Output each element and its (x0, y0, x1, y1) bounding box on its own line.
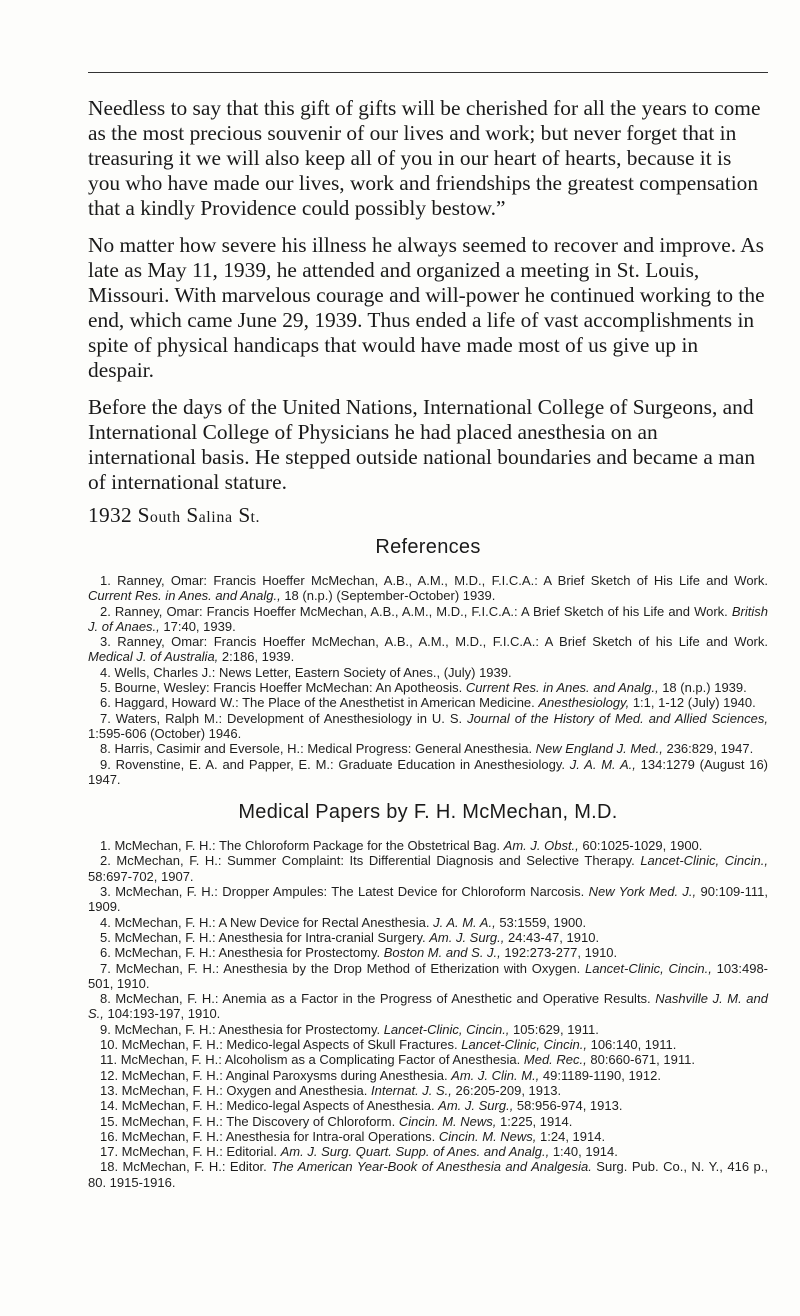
paper-item (88, 991, 768, 1022)
paper-item-text: 3. McMechan, F. H.: Dropper Ampules: The Latest Device for Chloroform Narcosis. (100, 884, 589, 900)
paper-item (88, 1052, 768, 1067)
paper-item (88, 1159, 768, 1190)
paper-item (88, 1114, 768, 1129)
paper-item-citation: 80:660-671, 1911. (586, 1052, 695, 1068)
paper-item-text: 2. McMechan, F. H.: Summer Complaint: Its Differential Diagnosis and Selective Therapy. (100, 853, 641, 869)
reference-item (88, 573, 768, 604)
reference-item-text: 5. Bourne, Wesley: Francis Hoeffer McMechan: An Apotheosis. (100, 680, 466, 696)
paper-item-text: 5. McMechan, F. H.: Anesthesia for Intra-cranial Surgery. (100, 929, 430, 945)
paper-item-citation: 90:109-111, 1909. (88, 884, 768, 915)
body-paragraph: Needless to say that this gift of gifts will be cherished for all the years to come as the most precious souvenir of our lives and work; but never forget that in treasuring it we will also keep all of you in our heart of hearts, because it is you who have made our lives, work and friendships the greatest compensation that a kindly Providence could possibly bestow.” (88, 96, 761, 220)
paper-item (88, 1098, 768, 1113)
paper-item-citation: 103:498-501, 1910. (88, 960, 769, 991)
paper-item-text: 6. McMechan, F. H.: Anesthesia for Prostectomy. (100, 945, 384, 961)
paper-item-citation: 58:697-702, 1907. (88, 868, 194, 884)
paper-item-text: 12. McMechan, F. H.: Anginal Paroxysms during Anesthesia. (100, 1067, 452, 1083)
reference-item (88, 634, 768, 665)
paper-item-text: 4. McMechan, F. H.: A New Device for Rectal Anesthesia. (100, 914, 434, 930)
paper-item-citation: 1:225, 1914. (496, 1113, 573, 1129)
paper-item (88, 930, 768, 945)
paper-item-text: 11. McMechan, F. H.: Alcoholism as a Complicating Factor of Anesthesia. (100, 1052, 524, 1068)
paper-item (88, 1144, 768, 1159)
reference-item-text: 4. Wells, Charles J.: News Letter, Eastern Society of Anes., (July) 1939. (100, 664, 512, 680)
paper-item-citation: 58:956-974, 1913. (513, 1098, 623, 1114)
paper-item-journal: Lancet-Clinic, Cincin., (640, 853, 769, 869)
paper-item-journal: Am. J. Surg., (429, 929, 505, 945)
paper-item-citation: 53:1559, 1900. (495, 914, 587, 930)
reference-item-text: 6. Haggard, Howard W.: The Place of the Anesthetist in American Medicine. (100, 695, 539, 711)
papers-heading: Medical Papers by F. H. McMechan, M.D. (238, 801, 618, 824)
reference-item-journal: Current Res. in Anes. and Analg., (88, 588, 281, 604)
reference-item-journal: Journal of the History of Med. and Allied Sciences, (467, 710, 768, 726)
paper-item-text: 16. McMechan, F. H.: Anesthesia for Intra-oral Operations. (100, 1128, 439, 1144)
reference-item-text: 3. Ranney, Omar: Francis Hoeffer McMechan, A.B., A.M., M.D., F.I.C.A.: A Brief Sketch of his Life and Work. (100, 634, 768, 650)
reference-item (88, 695, 768, 710)
paper-item-citation: 24:43-47, 1910. (504, 929, 600, 945)
paper-item (88, 1083, 768, 1098)
paper-item (88, 1129, 768, 1144)
page-content (88, 96, 768, 1190)
paper-item (88, 1022, 768, 1037)
paper-item-journal: Internat. J. S., (370, 1082, 452, 1098)
reference-item (88, 741, 768, 756)
paper-item-text: 10. McMechan, F. H.: Medico-legal Aspects of Skull Fractures. (100, 1037, 462, 1053)
reference-item-journal: Current Res. in Anes. and Analg., (465, 680, 659, 696)
reference-item-citation: 2:186, 1939. (218, 649, 295, 665)
paper-item-journal: Lancet-Clinic, Cincin., (461, 1037, 587, 1053)
papers-list (88, 838, 768, 1190)
paper-item-journal: Am. J. Surg. Quart. Supp. of Anes. and Analg., (280, 1144, 550, 1160)
paper-item-text: 8. McMechan, F. H.: Anemia as a Factor in the Progress of Anesthetic and Operative Results. (100, 991, 656, 1007)
reference-item-text: 2. Ranney, Omar: Francis Hoeffer McMechan, A.B., A.M., M.D., F.I.C.A.: A Brief Sketch of his Life and Work. (100, 603, 732, 619)
reference-item (88, 711, 768, 742)
reference-item-journal: British J. of Anaes., (88, 603, 768, 634)
paper-item-citation: 1:40, 1914. (549, 1144, 618, 1160)
paper-item-journal: Med. Rec., (523, 1052, 587, 1068)
reference-item (88, 665, 768, 680)
paper-item-citation: 192:273-277, 1910. (500, 945, 618, 961)
reference-item-journal: New England J. Med., (535, 741, 663, 757)
paper-item (88, 853, 768, 884)
reference-item-text: 8. Harris, Casimir and Eversole, H.: Medical Progress: General Anesthesia. (100, 741, 536, 757)
paper-item-text: 17. McMechan, F. H.: Editorial. (100, 1144, 281, 1160)
paper-item-journal: Lancet-Clinic, Cincin., (584, 960, 712, 976)
paper-item-text: 9. McMechan, F. H.: Anesthesia for Prostectomy. (100, 1021, 384, 1037)
reference-item-text: 7. Waters, Ralph M.: Development of Anesthesiology in U. S. (100, 710, 468, 726)
paper-item-journal: Cincin. M. News, (398, 1113, 497, 1129)
paper-item-text: 15. McMechan, F. H.: The Discovery of Chloroform. (100, 1113, 399, 1129)
paper-item-journal: J. A. M. A., (433, 914, 496, 930)
reference-item-citation: 1:595-606 (October) 1946. (88, 725, 242, 741)
paper-item-citation: 104:193-197, 1910. (103, 1006, 221, 1022)
paper-item-text: 14. McMechan, F. H.: Medico-legal Aspects of Anesthesia. (100, 1098, 439, 1114)
reference-item (88, 604, 768, 635)
references-list (88, 573, 768, 787)
paper-item-journal: New York Med. J., (588, 884, 697, 900)
paper-item-journal: Cincin. M. News, (438, 1128, 537, 1144)
paper-item-journal: The American Year-Book of Anesthesia and Analgesia. (271, 1159, 592, 1175)
reference-item-citation: 18 (n.p.) (September-October) 1939. (280, 588, 496, 604)
top-rule (88, 72, 768, 73)
paper-item-journal: Lancet-Clinic, Cincin., (383, 1021, 510, 1037)
reference-item (88, 680, 768, 695)
paper-item-journal: Am. J. Clin. M., (451, 1067, 540, 1083)
paper-item-journal: Nashville J. M. and S., (88, 991, 768, 1022)
paper-item (88, 945, 768, 960)
reference-item-text: 9. Rovenstine, E. A. and Papper, E. M.: Graduate Education in Anesthesiology. (100, 756, 570, 772)
references-heading: References (375, 536, 481, 558)
paper-item-text: 1. McMechan, F. H.: The Chloroform Package for the Obstetrical Bag. (100, 838, 504, 854)
paper-item (88, 961, 768, 992)
paper-item-citation: 106:140, 1911. (586, 1037, 677, 1053)
paper-item-citation: 26:205-209, 1913. (451, 1082, 562, 1098)
reference-item-journal: J. A. M. A., (569, 756, 636, 772)
reference-item (88, 757, 768, 788)
paper-item-journal: Am. J. Surg., (438, 1098, 514, 1114)
reference-item-citation: 134:1279 (August 16) 1947. (88, 756, 769, 787)
paper-item (88, 1037, 768, 1052)
body-paragraph: Before the days of the United Nations, International College of Surgeons, and International College of Physicians he had placed anesthesia on an international basis. He stepped outside national boundaries and became a man of international stature. (88, 395, 756, 494)
address-line: 1932 South Salina St. (88, 503, 261, 527)
reference-item-citation: 17:40, 1939. (159, 618, 236, 634)
paper-item-citation: Surg. Pub. Co., N. Y., 416 p., 80. 1915-1916. (88, 1159, 768, 1190)
paper-item-text: 7. McMechan, F. H.: Anesthesia by the Drop Method of Etherization with Oxygen. (100, 960, 585, 976)
reference-item-citation: 18 (n.p.) 1939. (658, 680, 747, 696)
paper-item (88, 1068, 768, 1083)
paper-item (88, 884, 768, 915)
paper-item-text: 13. McMechan, F. H.: Oxygen and Anesthesia. (100, 1082, 371, 1098)
reference-item-text: 1. Ranney, Omar: Francis Hoeffer McMechan, A.B., A.M., M.D., F.I.C.A.: A Brief Sketch of His Life and Work. (100, 573, 768, 588)
reference-item-citation: 236:829, 1947. (662, 741, 754, 757)
paper-item-journal: Am. J. Obst., (503, 838, 579, 854)
address-number: 1932 (88, 503, 132, 527)
paper-item-citation: 105:629, 1911. (509, 1021, 599, 1037)
reference-item-citation: 1:1, 1-12 (July) 1940. (629, 695, 756, 711)
reference-item-journal: Medical J. of Australia, (88, 649, 219, 665)
paper-item-text: 18. McMechan, F. H.: Editor. (100, 1159, 272, 1175)
paper-item-journal: Boston M. and S. J., (383, 945, 501, 961)
paper-item-citation: 49:1189-1190, 1912. (539, 1067, 661, 1083)
paper-item (88, 838, 768, 853)
body-paragraph: No matter how severe his illness he always seemed to recover and improve. As late as May 11, 1939, he attended and organized a meeting in St. Louis, Missouri. With marvelous courage and will-power he continued working to the end, which came June 29, 1939. Thus ended a life of vast accomplishments in spite of physical handicaps that would have made most of us give up in despair. (88, 233, 765, 382)
paper-item-citation: 60:1025-1029, 1900. (578, 838, 703, 854)
reference-item-journal: Anesthesiology, (538, 695, 630, 711)
paper-item (88, 915, 768, 930)
paper-item-citation: 1:24, 1914. (536, 1128, 606, 1144)
